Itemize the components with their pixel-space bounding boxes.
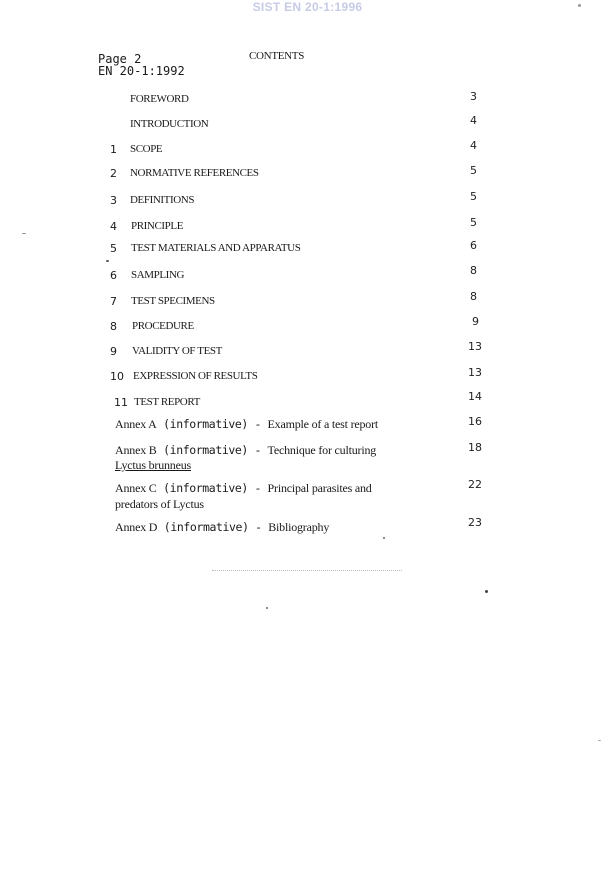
toc-title: TEST MATERIALS AND APPARATUS — [131, 242, 301, 254]
scan-speck — [266, 607, 268, 609]
toc-title: VALIDITY OF TEST — [132, 345, 222, 357]
toc-page: 4 — [470, 114, 477, 127]
toc-number: 11 — [114, 396, 128, 409]
toc-page: 16 — [468, 415, 482, 428]
toc-title: DEFINITIONS — [130, 194, 195, 206]
toc-number: 3 — [110, 194, 117, 207]
standard-number: EN 20-1:1992 — [98, 64, 185, 78]
toc-title: TEST REPORT — [134, 396, 200, 408]
annex-title: Example of a test report — [267, 417, 379, 431]
toc-page: 13 — [468, 366, 482, 379]
toc-title: PROCEDURE — [132, 320, 194, 332]
scan-speck — [383, 537, 385, 539]
annex-type: (informative) — [163, 443, 248, 457]
toc-page: 5 — [470, 164, 477, 177]
scan-speck — [598, 740, 601, 741]
toc-title: FOREWORD — [130, 93, 189, 105]
toc-number: 7 — [110, 295, 117, 308]
annex-type: (informative) — [163, 520, 249, 534]
page-number: Page 2 — [98, 52, 142, 66]
annex-title: Bibliography — [268, 520, 330, 534]
toc-page: 9 — [472, 315, 479, 328]
toc-page: 13 — [468, 340, 482, 353]
toc-page: 3 — [470, 90, 477, 103]
page-title: CONTENTS — [249, 50, 305, 62]
toc-number: 6 — [110, 269, 117, 282]
annex-title-continued: predators of Lyctus — [115, 497, 204, 511]
scan-speck — [578, 4, 581, 7]
watermark: SIST EN 20-1:1996 — [252, 0, 363, 14]
toc-title: SCOPE — [130, 143, 163, 155]
toc-title: SAMPLING — [131, 269, 185, 281]
toc-page: 8 — [470, 264, 477, 277]
toc-page: 5 — [470, 190, 477, 203]
scan-speck — [485, 590, 488, 593]
toc-number: 1 — [110, 143, 117, 156]
annex-dash: - — [255, 520, 262, 534]
annex-d-entry — [115, 520, 329, 535]
toc-page: 14 — [468, 390, 482, 403]
annex-title: Technique for culturing — [267, 443, 377, 457]
toc-page: 4 — [470, 139, 477, 152]
annex-b-title-continuation — [115, 458, 191, 473]
annex-label: Annex D — [115, 520, 158, 534]
toc-number: 8 — [110, 320, 117, 333]
toc-page: 22 — [468, 478, 482, 491]
annex-dash: - — [254, 481, 262, 495]
toc-number: 9 — [110, 345, 117, 358]
annex-b-entry — [115, 443, 376, 458]
toc-page: 5 — [470, 216, 477, 229]
scan-noise-dots — [212, 570, 402, 577]
toc-page: 8 — [470, 290, 477, 303]
toc-title: EXPRESSION OF RESULTS — [133, 370, 258, 382]
annex-label: Annex C — [115, 481, 157, 495]
toc-number: 10 — [110, 370, 124, 383]
annex-c-entry — [115, 481, 372, 496]
annex-type: (informative) — [163, 417, 248, 431]
annex-c-title-continuation — [115, 497, 204, 512]
annex-a-entry — [115, 417, 378, 432]
species-name: Lyctus brunneus — [115, 458, 191, 472]
toc-title: TEST SPECIMENS — [131, 295, 215, 307]
toc-title: INTRODUCTION — [130, 118, 209, 130]
annex-label: Annex B — [115, 443, 157, 457]
toc-title: PRINCIPLE — [131, 220, 184, 232]
toc-number: 5 — [110, 242, 117, 255]
scan-speck — [106, 260, 109, 262]
annex-title: Principal parasites and — [267, 481, 372, 495]
scan-speck — [22, 233, 26, 234]
annex-dash: - — [254, 417, 262, 431]
annex-label: Annex A — [115, 417, 157, 431]
toc-title: NORMATIVE REFERENCES — [130, 167, 259, 179]
annex-type: (informative) — [163, 481, 248, 495]
annex-dash: - — [254, 443, 262, 457]
toc-page: 23 — [468, 516, 482, 529]
toc-page: 18 — [468, 441, 482, 454]
toc-number: 4 — [110, 220, 117, 233]
toc-number: 2 — [110, 167, 117, 180]
toc-page: 6 — [470, 239, 477, 252]
